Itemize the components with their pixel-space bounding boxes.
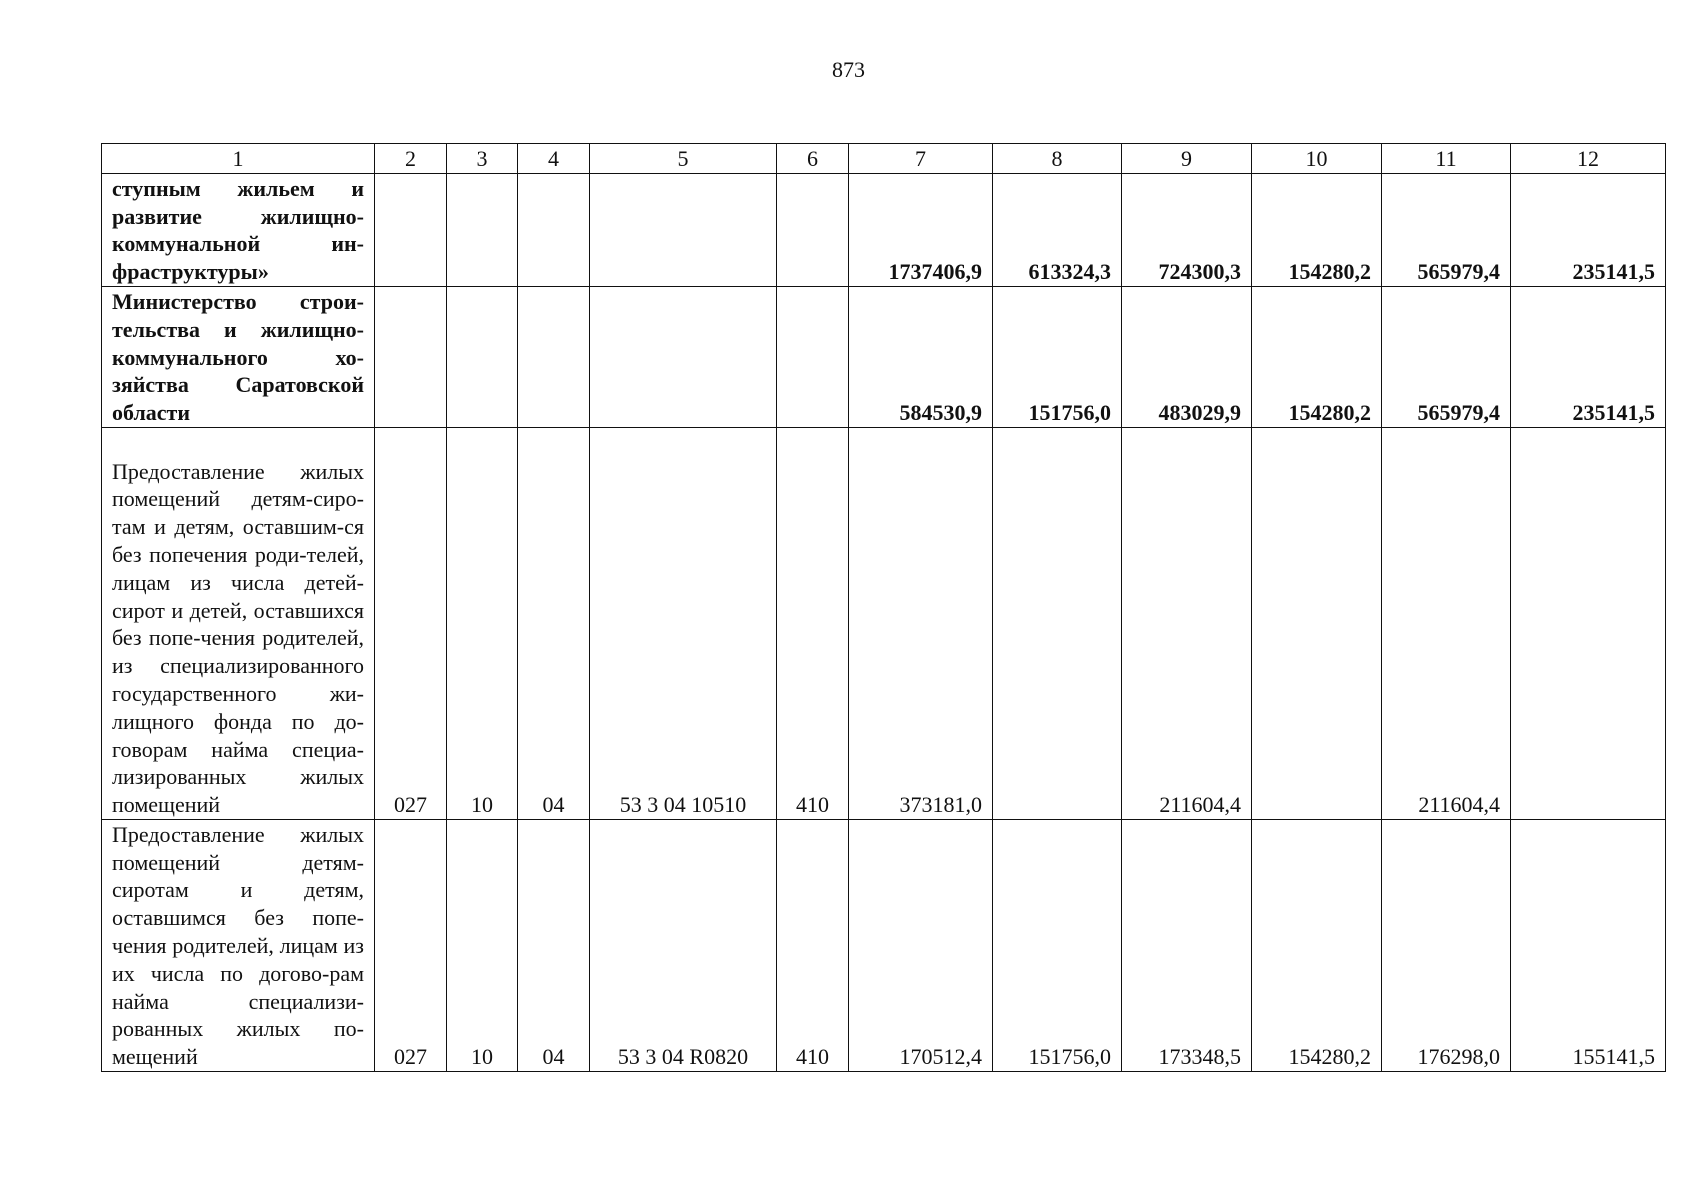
row-value: 373181,0 xyxy=(849,428,993,820)
row-value: 151756,0 xyxy=(993,820,1122,1072)
row-value: 176298,0 xyxy=(1382,820,1511,1072)
row-value: 154280,2 xyxy=(1252,820,1382,1072)
row-description: Предоставление жилых помещений детям-сиро-там и детям, оставшим-ся без попечения роди-телей, лицам из числа детей-сирот и детей, оставшихся без попе-чения родителей, из специализированного государственного жи-лищного фонда по до-говорам найма специа-лизированных жилых помещений xyxy=(102,428,375,820)
row-cell xyxy=(590,174,777,287)
table-row xyxy=(102,820,1666,1072)
column-header: 5 xyxy=(590,144,777,174)
row-value: 154280,2 xyxy=(1252,287,1382,428)
row-value: 173348,5 xyxy=(1122,820,1252,1072)
row-value xyxy=(1252,428,1382,820)
column-header: 6 xyxy=(777,144,849,174)
table-row xyxy=(102,287,1666,428)
row-value: 565979,4 xyxy=(1382,174,1511,287)
column-header: 8 xyxy=(993,144,1122,174)
row-cell xyxy=(447,174,518,287)
row-cell: 04 xyxy=(518,820,590,1072)
budget-table xyxy=(101,143,1666,1072)
page-number: 873 xyxy=(832,57,865,82)
row-value: 154280,2 xyxy=(1252,174,1382,287)
row-value: 613324,3 xyxy=(993,174,1122,287)
row-value: 155141,5 xyxy=(1511,820,1666,1072)
column-header: 1 xyxy=(102,144,375,174)
column-header: 4 xyxy=(518,144,590,174)
table-header-row xyxy=(102,144,1666,174)
row-value xyxy=(993,428,1122,820)
row-cell xyxy=(375,287,447,428)
column-header: 7 xyxy=(849,144,993,174)
row-cell: 410 xyxy=(777,428,849,820)
column-header: 10 xyxy=(1252,144,1382,174)
column-header: 2 xyxy=(375,144,447,174)
row-value xyxy=(1511,428,1666,820)
column-header: 12 xyxy=(1511,144,1666,174)
row-value: 235141,5 xyxy=(1511,174,1666,287)
row-value: 565979,4 xyxy=(1382,287,1511,428)
row-cell xyxy=(777,287,849,428)
column-header: 11 xyxy=(1382,144,1511,174)
row-cell: 53 3 04 R0820 xyxy=(590,820,777,1072)
row-cell xyxy=(375,174,447,287)
row-cell: 410 xyxy=(777,820,849,1072)
row-value: 211604,4 xyxy=(1382,428,1511,820)
row-value: 211604,4 xyxy=(1122,428,1252,820)
row-cell: 10 xyxy=(447,428,518,820)
row-description: Министерство строи-тельства и жилищно-коммунального хо-зяйства Саратовской области xyxy=(102,287,375,428)
row-cell xyxy=(518,174,590,287)
row-value: 235141,5 xyxy=(1511,287,1666,428)
table-row xyxy=(102,428,1666,820)
row-cell: 027 xyxy=(375,428,447,820)
row-cell xyxy=(447,287,518,428)
row-value: 584530,9 xyxy=(849,287,993,428)
row-cell: 10 xyxy=(447,820,518,1072)
row-cell xyxy=(518,287,590,428)
row-value: 483029,9 xyxy=(1122,287,1252,428)
table-row xyxy=(102,174,1666,287)
row-value: 1737406,9 xyxy=(849,174,993,287)
column-header: 3 xyxy=(447,144,518,174)
row-cell xyxy=(590,287,777,428)
row-value: 170512,4 xyxy=(849,820,993,1072)
column-header: 9 xyxy=(1122,144,1252,174)
row-cell: 04 xyxy=(518,428,590,820)
row-description: ступным жильем и развитие жилищно-коммунальной ин-фраструктуры» xyxy=(102,174,375,287)
row-cell xyxy=(777,174,849,287)
row-value: 724300,3 xyxy=(1122,174,1252,287)
row-description: Предоставление жилых помещений детям-сиротам и детям, оставшимся без попе-чения родителей, лицам из их числа по догово-рам найма специализи-рованных жилых по-мещений xyxy=(102,820,375,1072)
row-cell: 53 3 04 10510 xyxy=(590,428,777,820)
row-cell: 027 xyxy=(375,820,447,1072)
row-value: 151756,0 xyxy=(993,287,1122,428)
